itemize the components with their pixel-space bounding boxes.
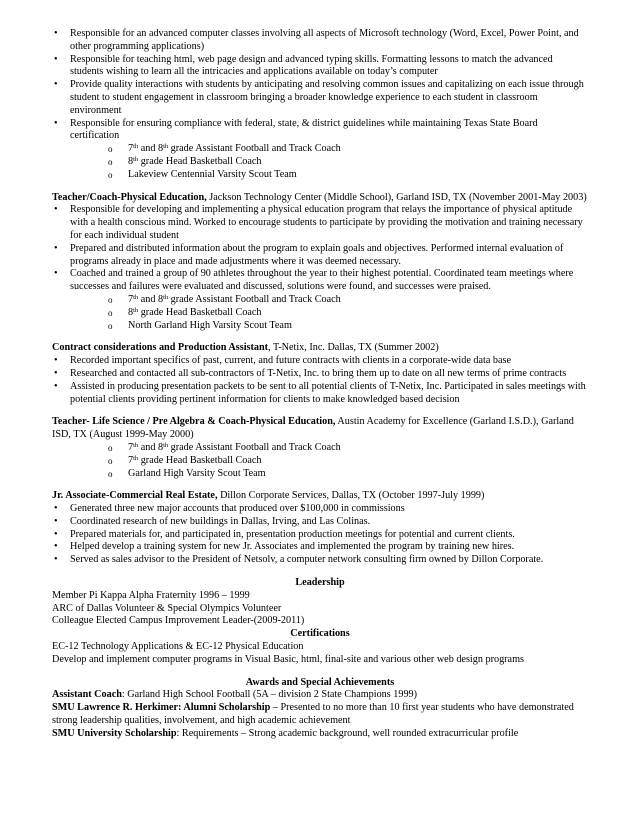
bullet-list [52,355,588,406]
list-item: • Prepared materials for, and participated in, presentation production meetings for potential and current clients. [52,529,588,542]
sub-list-item: o North Garland High Varsity Scout Team [108,320,588,333]
certification-line: EC-12 Technology Applications & EC-12 Physical Education [52,641,304,653]
job-header: Jr. Associate-Commercial Real Estate, Dillon Corporate Services, Dallas, TX (October 1997-July 1999) [52,490,485,502]
award-item: Assistant Coach: Garland High School Football (5A – division 2 State Champions 1999) [52,689,418,701]
sub-list [52,143,588,181]
job-header: Teacher- Life Science / Pre Algebra & Coach-Physical Education, Austin Academy for Excellence (Garland I.S.D.), Garland ISD, TX (August 1999-May 2000) [52,416,574,441]
sub-list-item: o Lakeview Centennial Varsity Scout Team [108,169,588,182]
leadership-line: ARC of Dallas Volunteer & Special Olympics Volunteer [52,602,282,614]
sub-list-item: o 8th grade Head Basketball Coach [108,156,588,169]
award-item: SMU University Scholarship: Requirements – Strong academic background, well rounded extracurricular profile [52,727,519,739]
list-item: • Coached and trained a group of 90 athletes throughout the year to their highest potential. Coordinated team meetings where successes and failures were evaluated and discussed, solutions were found, and successes were praised. [52,268,588,294]
sub-list [52,294,588,332]
list-item: • Prepared and distributed information about the program to explain goals and objectives. Performed internal evaluation of programs already in place and made adjustments where it was deemed necessary. [52,243,588,269]
list-item: • Researched and contacted all sub-contractors of T-Netix, Inc. to bring them up to date on all new terms of prime contracts [52,368,588,381]
sub-list-item: o 7th and 8th grade Assistant Football and Track Coach [108,294,588,307]
section-heading-certifications: Certifications [290,628,350,640]
section-heading-awards: Awards and Special Achievements [245,676,395,688]
bullet-list [52,204,588,294]
bullet-list [52,503,588,567]
job-header: Contract considerations and Production Assistant, T-Netix, Inc. Dallas, TX (Summer 2002) [52,342,439,354]
sub-list-item: o 7th and 8th grade Assistant Football and Track Coach [108,442,588,455]
list-item: • Responsible for an advanced computer classes involving all aspects of Microsoft technology (Word, Excel, Power Point, and other programming applications) [52,28,588,54]
list-item: • Provide quality interactions with students by anticipating and resolving common issues and capitalizing on each issue through student to student engagement in classroom bringing a broader knowledge experience to each student in classroom environment [52,79,588,117]
list-item: • Generated three new major accounts that produced over $100,000 in commissions [52,503,588,516]
sub-list-item: o 8th grade Head Basketball Coach [108,307,588,320]
award-item: SMU Lawrence R. Herkimer: Alumni Scholarship – Presented to no more than 10 first year students who have demonstrated strong leadership qualities, involvement, and high academic achievement [52,702,574,727]
list-item: • Assisted in producing presentation packets to be sent to all potential clients of T-Netix, Inc. Participated in sales meetings with potential clients providing pertinent information for clients to make knowledged based decision [52,381,588,407]
job-header: Teacher/Coach-Physical Education, Jackson Technology Center (Middle School), Garland ISD, TX (November 2001-May 2003) [52,191,587,203]
list-item: • Coordinated research of new buildings in Dallas, Irving, and Las Colinas. [52,516,588,529]
list-item: • Helped develop a training system for new Jr. Associates and implemented the program by training new hires. [52,541,588,554]
section-heading-leadership: Leadership [295,577,345,589]
leadership-line: Member Pi Kappa Alpha Fraternity 1996 – 1999 [52,589,250,601]
sub-list-item: o 7th and 8th grade Assistant Football and Track Coach [108,143,588,156]
list-item: • Responsible for developing and implementing a physical education program that relays the importance of physical aptitude with a health conscious mind. Worked to encourage students to participate by providing the motivation and training necessary for each individual student [52,204,588,242]
certification-line: Develop and implement computer programs in Visual Basic, html, final-site and various other web design programs [52,653,524,665]
resume-page [52,28,588,741]
list-item: • Recorded important specifics of past, current, and future contracts with clients in a corporate-wide data base [52,355,588,368]
sub-list-item: o Garland High Varsity Scout Team [108,468,588,481]
list-item: • Served as sales advisor to the President of Netsolv, a computer network consulting firm owned by Dillon Corporate. [52,554,588,567]
list-item: • Responsible for ensuring compliance with federal, state, & district guidelines while maintaining Texas State Board certification [52,118,588,144]
list-item: • Responsible for teaching html, web page design and advanced typing skills. Formatting lessons to match the advanced students wishing to learn all the intricacies and applications available on today’s computer [52,54,588,80]
sub-list-item: o 7th grade Head Basketball Coach [108,455,588,468]
leadership-line: Colleague Elected Campus Improvement Leader-(2009-2011) [52,615,305,627]
bullet-list [52,28,588,143]
sub-list [52,442,588,480]
